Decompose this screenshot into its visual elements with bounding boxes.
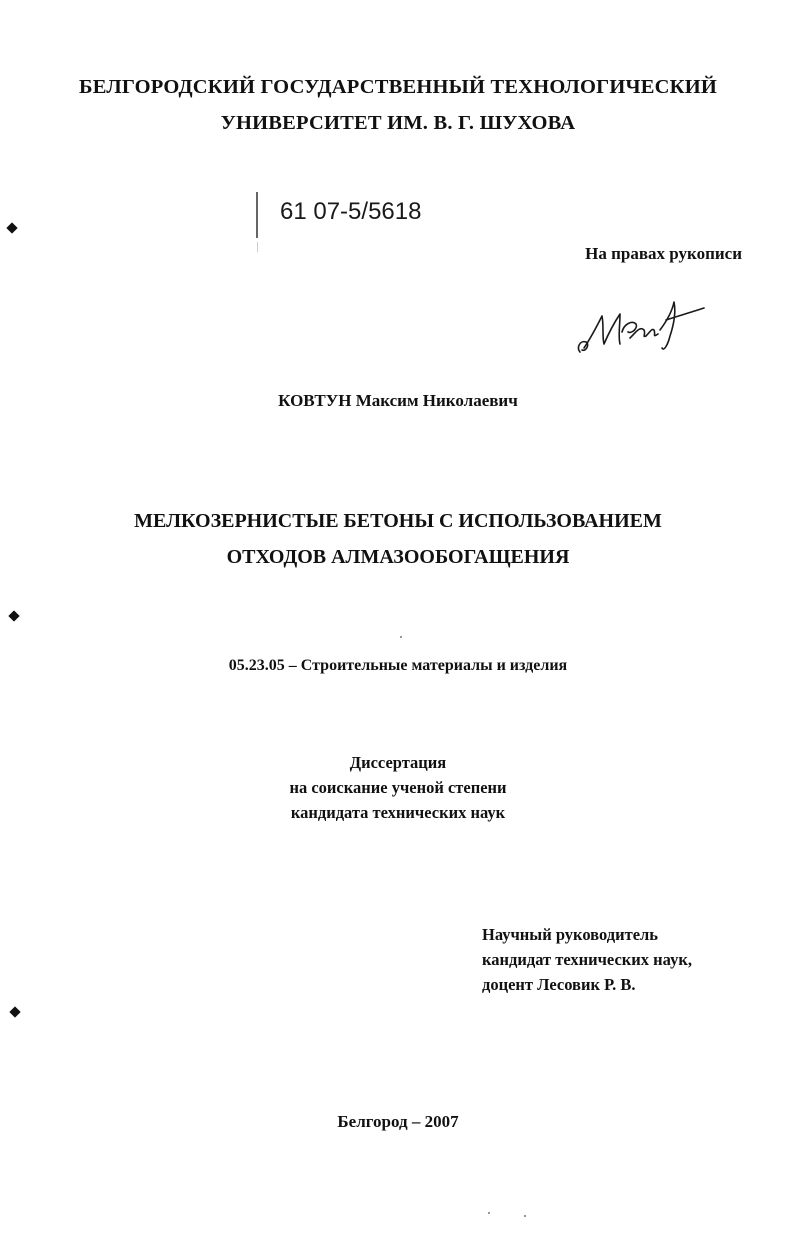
scan-mark-1 [6,222,17,233]
supervisor-block [482,922,692,997]
university-name-line1: БЕЛГОРОДСКИЙ ГОСУДАРСТВЕННЫЙ ТЕХНОЛОГИЧЕСКИЙ [79,76,717,98]
dissertation-title-line1: МЕЛКОЗЕРНИСТЫЕ БЕТОНЫ С ИСПОЛЬЗОВАНИЕМ [134,510,662,532]
supervisor-role: Научный руководитель [482,925,658,944]
supervisor-name: доцент Лесовик Р. В. [482,975,636,994]
scan-speck-3 [524,1215,526,1217]
degree-line2: кандидата технических наук [290,803,506,822]
dissertation-title-line2: ОТХОДОВ АЛМАЗООБОГАЩЕНИЯ [226,546,570,568]
supervisor-degree: кандидат технических наук, [482,950,692,969]
scan-mark-2 [8,610,19,621]
degree-line1: на соискание ученой степени [289,778,507,797]
scan-mark-3 [9,1006,20,1017]
author-name: КОВТУН Максим Николаевич [278,391,518,410]
stamp-border-tail [257,242,258,252]
city-year: Белгород – 2007 [337,1112,459,1131]
signature-icon [574,290,708,360]
scan-speck-1 [400,636,402,638]
specialty-code: 05.23.05 – Строительные материалы и изделия [228,657,568,674]
scan-speck-2 [488,1212,490,1214]
archive-number: 61 07-5/5618 [280,198,422,225]
university-name-line2: УНИВЕРСИТЕТ ИМ. В. Г. ШУХОВА [220,112,576,134]
stamp-border [256,192,258,238]
archive-stamp [256,192,456,252]
dissertation-label: Диссертация [349,753,447,772]
rights-note: На правах рукописи [585,244,742,263]
